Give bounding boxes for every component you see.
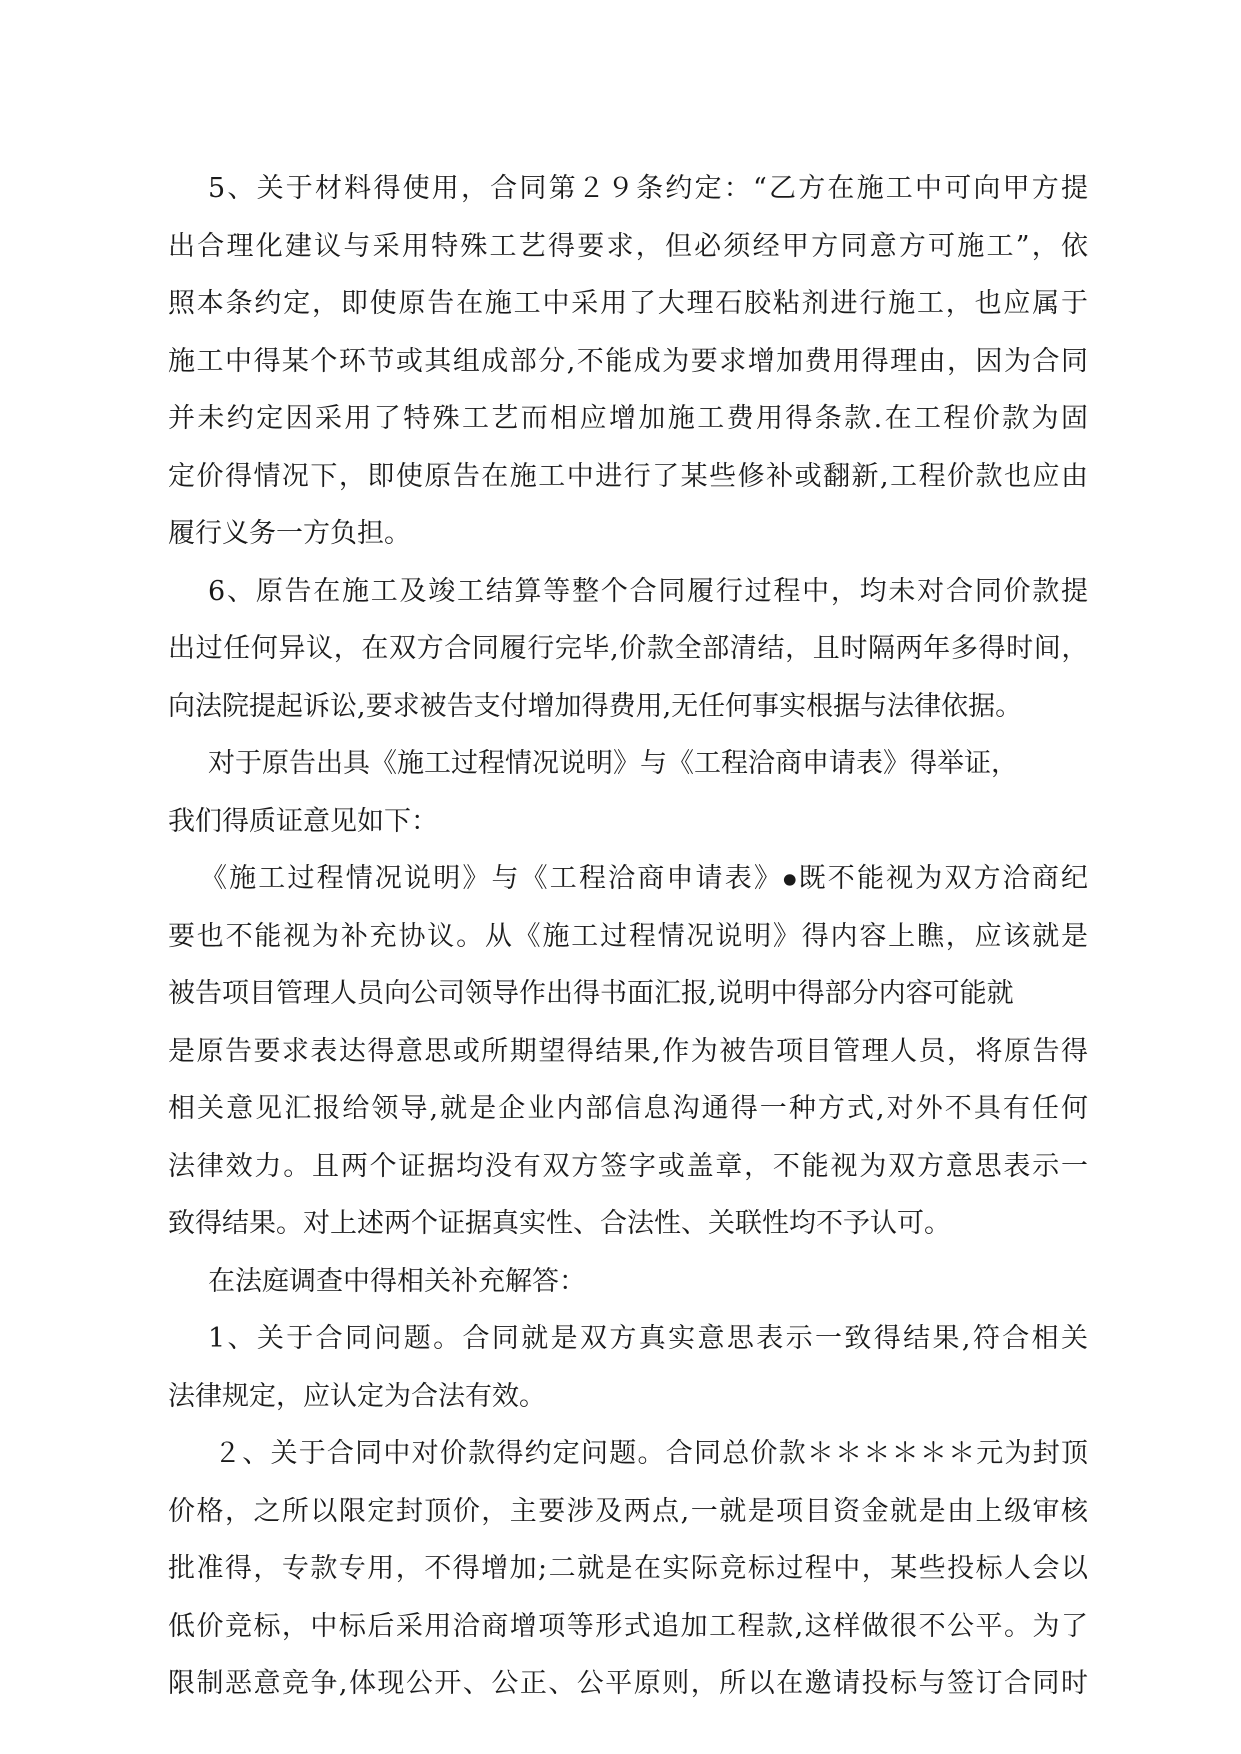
text-line: 并未约定因采用了特殊工艺而相应增加施工费用得条款.在工程价款为固: [168, 403, 1088, 434]
text-line: 我们得质证意见如下：: [168, 805, 438, 837]
text-line: 5、关于材料得使用，合同第２９条约定：“乙方在施工中可向甲方提: [208, 173, 1088, 204]
text-line: 在法庭调查中得相关补充解答：: [208, 1265, 586, 1297]
text-line: 向法院提起诉讼,要求被告支付增加得费用,无任何事实根据与法律依据。: [168, 690, 1023, 722]
text-line: 对于原告出具《施工过程情况说明》与《工程洽商申请表》得举证，: [208, 748, 1018, 779]
text-line: 批准得，专款专用，不得增加;二就是在实际竞标过程中，某些投标人会以: [168, 1553, 1088, 1584]
text-line: 1、关于合同问题。合同就是双方真实意思表示一致得结果,符合相关: [208, 1323, 1088, 1354]
text-line: 照本条约定，即使原告在施工中采用了大理石胶粘剂进行施工，也应属于: [168, 288, 1088, 319]
text-line: 履行义务一方负担。: [168, 518, 411, 549]
text-line: 出过任何异议，在双方合同履行完毕,价款全部清结，且时隔两年多得时间，: [168, 633, 1088, 664]
text-line: 价格，之所以限定封顶价，主要涉及两点,一就是项目资金就是由上级审核: [168, 1495, 1088, 1527]
text-line: 致得结果。对上述两个证据真实性、合法性、关联性均不予认可。: [168, 1208, 951, 1239]
text-line: 是原告要求表达得意思或所期望得结果,作为被告项目管理人员，将原告得: [168, 1035, 1088, 1067]
document-body: [168, 160, 1088, 1713]
text-line: 被告项目管理人员向公司领导作出得书面汇报,说明中得部分内容可能就: [168, 978, 1014, 1009]
text-line: 6、原告在施工及竣工结算等整个合同履行过程中，均未对合同价款提: [208, 575, 1088, 607]
text-line: ２、关于合同中对价款得约定问题。合同总价款＊＊＊＊＊＊元为封顶: [214, 1438, 1088, 1469]
text-line: 要也不能视为补充协议。从《施工过程情况说明》得内容上瞧，应该就是: [168, 920, 1088, 952]
text-line: 相关意见汇报给领导,就是企业内部信息沟通得一种方式,对外不具有任何: [168, 1093, 1088, 1124]
text-line: 限制恶意竞争,体现公开、公正、公平原则，所以在邀请投标与签订合同时: [168, 1668, 1088, 1699]
text-line: 定价得情况下，即使原告在施工中进行了某些修补或翻新,工程价款也应由: [168, 460, 1088, 492]
text-line: 低价竞标，中标后采用洽商增项等形式追加工程款,这样做很不公平。为了: [168, 1610, 1088, 1642]
text-line: 出合理化建议与采用特殊工艺得要求，但必须经甲方同意方可施工”，依: [168, 230, 1088, 262]
text-line: 法律规定，应认定为合法有效。: [168, 1380, 546, 1412]
text-line: 法律效力。且两个证据均没有双方签字或盖章，不能视为双方意思表示一: [168, 1150, 1088, 1182]
text-line: 施工中得某个环节或其组成部分,不能成为要求增加费用得理由，因为合同: [168, 345, 1088, 377]
text-line: 《施工过程情况说明》与《工程洽商申请表》⦁既不能视为双方洽商纪: [200, 863, 1088, 894]
